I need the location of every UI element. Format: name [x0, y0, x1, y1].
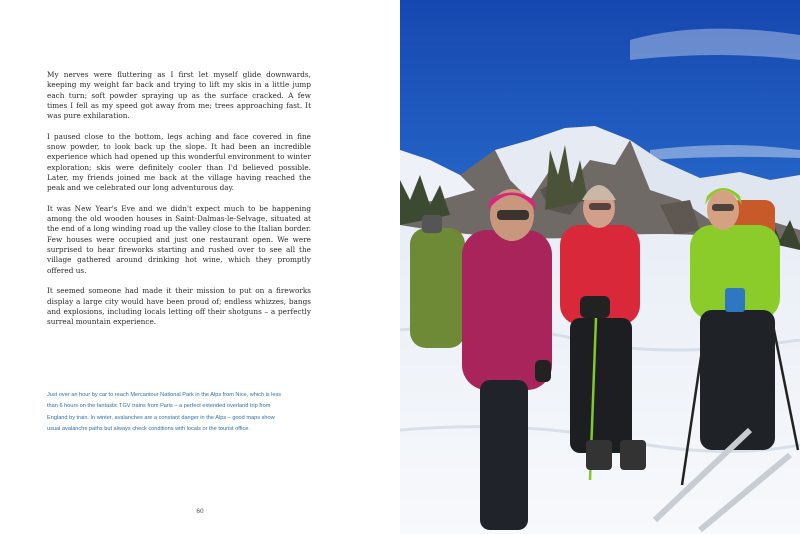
page-number: 60: [196, 508, 204, 515]
paragraph-1: My nerves were fluttering as I first let myself glide downwards, keeping my weight far back and trying to lift my skis in a little jump each turn; soft powder spraying up as the surface cracked. A few times I fell as my speed got away from me; trees approaching fast. It was pure exhilaration.: [47, 70, 311, 121]
paragraph-2: I paused close to the bottom, legs aching and face covered in fine snow powder, to look back up the slope. It had been an incredible experience which had opened up this wonderful environment to winter exploration; skis were definitely cooler than I'd believed possible. Later, my friends joined me back at the village having reached the peak and we celebrated our long adventurous day.: [47, 131, 311, 193]
photo-caption: Just over an hour by car to reach Mercantour National Park in the Alps from Nice, which is less than 6 hours on the fantastic TGV trains from Paris – a perfect extended overland trip from England by train. In winter, avalanches are a constant danger in the Alps – good maps show usual avalanche paths but always check conditions with locals or the tourist office.: [47, 392, 282, 433]
paragraph-3: It was New Year's Eve and we didn't expect much to be happening among the old wooden houses in Saint-Dalmas-le-Selvage, situated at the end of a long winding road up the valley close to the Italian border. Few houses were occupied and just one restaurant open. We were surprised to hear fireworks starting and rushed over to see all the village gathered around drinking hot wine, which they promptly offered us.: [47, 203, 311, 275]
photo-page: [400, 0, 800, 534]
paragraph-4: It seemed someone had made it their mission to put on a fireworks display a large city would have been proud of; endless whizzes, bangs and explosions, including locals letting off their shotguns – a perfectly surreal mountain experience.: [47, 286, 311, 327]
body-text: [47, 70, 311, 338]
photo-icon: [400, 0, 800, 534]
